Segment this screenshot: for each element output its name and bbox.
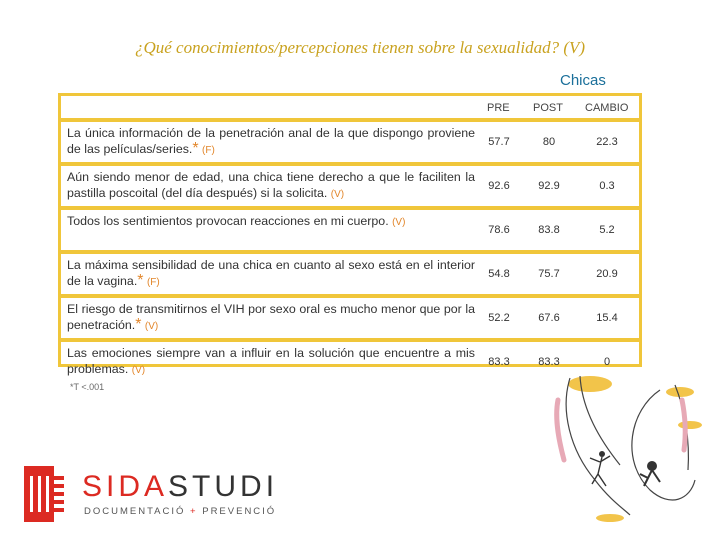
header-change: CAMBIO [585,102,629,114]
bottles-illustration-icon [540,370,720,530]
footnote: *T <.001 [70,382,105,392]
cell-change: 0 [603,356,611,368]
significance-star: * [192,140,199,157]
row-statement: El riesgo de transmitirnos el VIH por sexo oral es mucho menor que por la penetración.* (V) [67,302,475,333]
answer-mark: (V) [131,365,146,376]
row-statement: Las emociones siempre van a influir en la solución que encuentre a mis problemas. (V) [67,346,475,376]
logo-tagline: DOCUMENTACIÓ + PREVENCIÓ [84,506,277,517]
cell-pre: 83.3 [488,356,510,368]
table-row [61,250,639,294]
row-statement: La máxima sensibilidad de una chica en cuanto al sexo está en el interior de la vagina.* (F) [67,258,475,289]
cell-change: 22.3 [596,136,618,148]
cell-pre: 54.8 [488,268,510,280]
table-header [61,102,639,116]
results-table [58,93,642,376]
cell-change: 5.2 [599,224,615,236]
answer-mark: (F) [202,145,215,156]
cell-post: 83.8 [538,224,560,236]
cell-pre: 52.2 [488,312,510,324]
header-pre: PRE [487,102,510,114]
cell-post: 67.6 [538,312,560,324]
cell-pre: 57.7 [488,136,510,148]
cell-post: 83.3 [538,356,560,368]
table-row [61,162,639,206]
page-title: ¿Qué conocimientos/percepciones tienen sobre la sexualidad? (V) [134,38,586,57]
answer-mark: (V) [144,321,159,332]
answer-mark: (V) [392,217,406,228]
table-row [61,294,639,338]
row-statement: Aún siendo menor de edad, una chica tiene derecho a que le faciliten la pastilla poscoital (del día después) si la solicita. (V) [67,170,475,200]
cell-change: 0.3 [599,180,615,192]
logo-wordmark: SIDASTUDI [82,470,279,503]
cell-post: 92.9 [538,180,560,192]
logo-mark-icon [24,466,72,522]
significance-star: * [137,272,144,289]
table-body [61,118,639,382]
significance-star: * [135,316,142,333]
answer-mark: (V) [330,189,345,200]
sidastudi-logo [24,466,284,522]
table-row [61,206,639,250]
cell-change: 20.9 [596,268,618,280]
decorative-illustration [540,370,720,530]
row-statement: Todos los sentimientos provocan reacciones en mi cuerpo. (V) [67,214,406,228]
cell-change: 15.4 [596,312,618,324]
cell-post: 75.7 [538,268,560,280]
page-subtitle: Chicas [560,72,606,89]
cell-post: 80 [542,136,556,148]
row-statement: La única información de la penetración anal de la que dispongo proviene de las películas/series.* (F) [67,126,475,157]
cell-pre: 78.6 [488,224,510,236]
header-post: POST [533,102,563,114]
answer-mark: (F) [146,277,160,288]
table-row [61,118,639,162]
cell-pre: 92.6 [488,180,510,192]
